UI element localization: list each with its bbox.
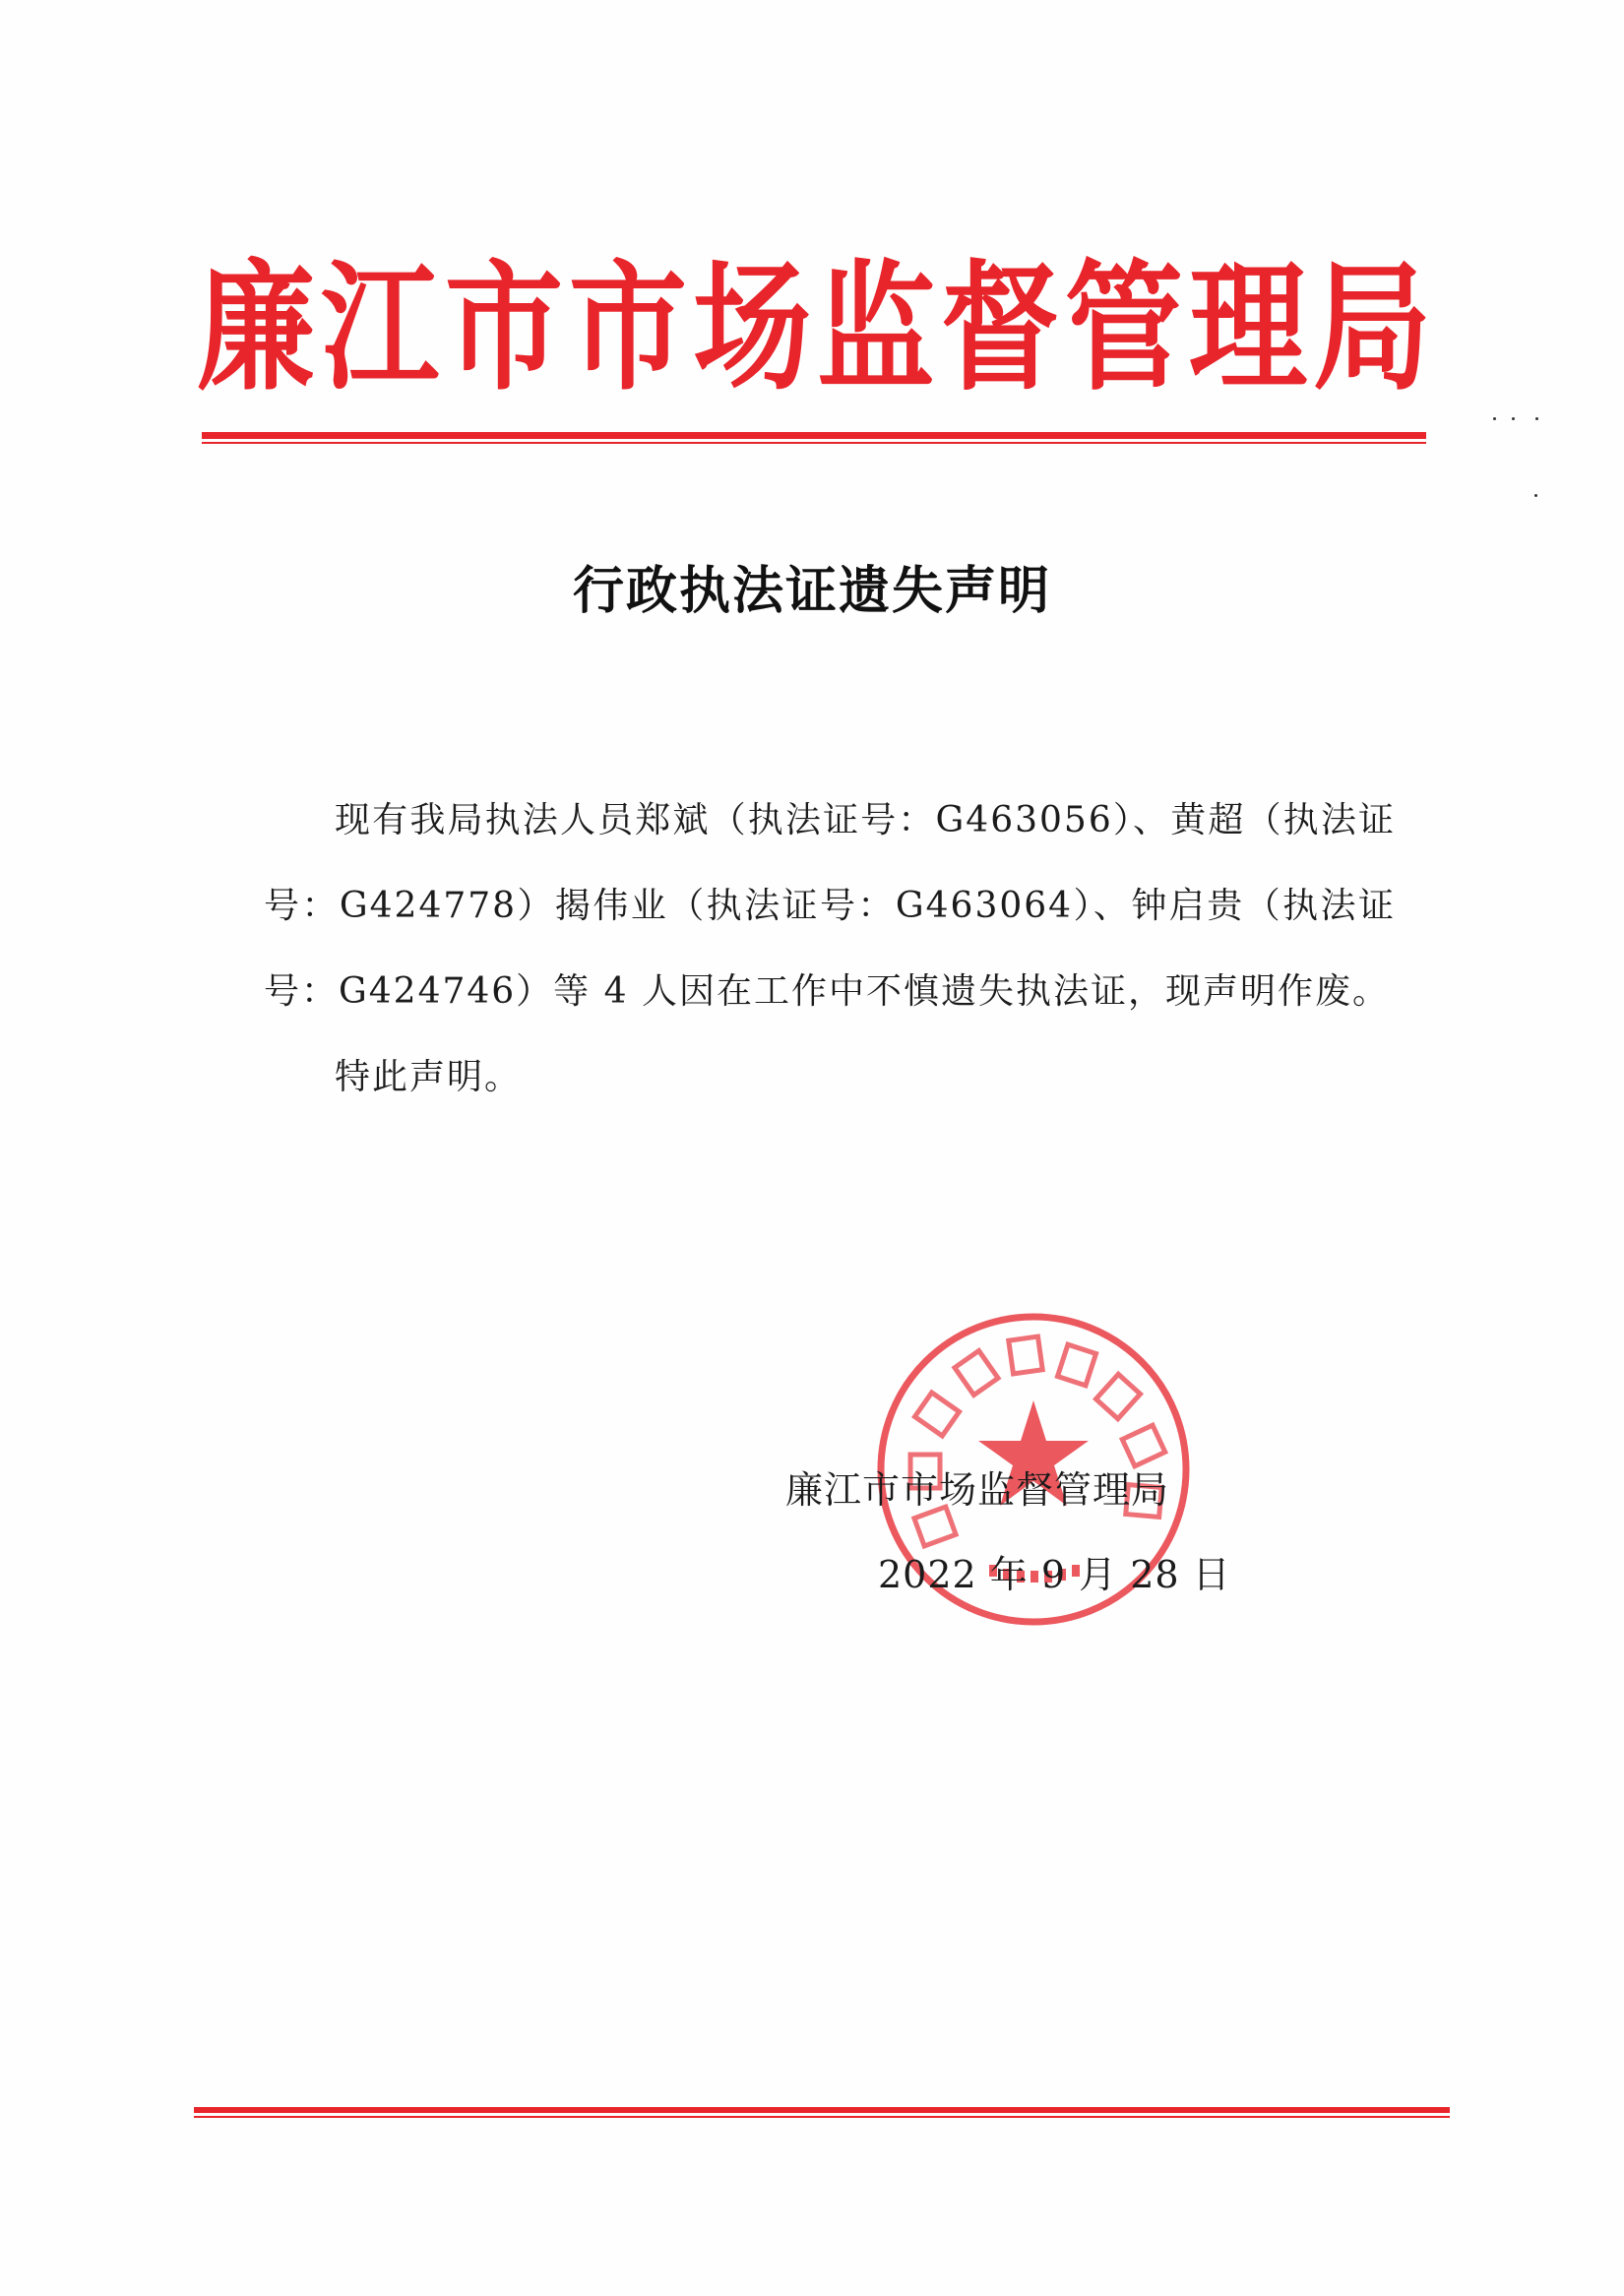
scan-speck: [1534, 494, 1537, 497]
scan-speck: [1493, 417, 1496, 420]
letterhead-char: 管: [1065, 248, 1183, 410]
document-title: 行政执法证遗失声明: [572, 560, 1051, 621]
closing-statement: 特此声明。: [335, 1057, 523, 1097]
letterhead-rule-thick: [202, 432, 1426, 439]
footer-rule-thin: [194, 2116, 1450, 2118]
letterhead-char: 市: [569, 248, 687, 410]
letterhead-char: 局: [1313, 248, 1431, 410]
letterhead-char: 理: [1189, 248, 1307, 410]
letterhead-char: 江: [321, 248, 439, 410]
letterhead-char: 市: [445, 248, 563, 410]
letterhead-char: 督: [941, 248, 1059, 410]
letterhead-char: 廉: [197, 248, 315, 410]
letterhead: [197, 246, 1431, 413]
signing-date: 2022 年 9 月 28 日: [878, 1553, 1231, 1596]
footer-rule-thick: [194, 2107, 1450, 2113]
letterhead-char: 场: [693, 248, 811, 410]
scan-speck: [1535, 417, 1538, 420]
letterhead-rule-thin: [202, 442, 1426, 444]
document-body: [264, 777, 1396, 1120]
signing-organization: 廉江市市场监督管理局: [785, 1468, 1170, 1512]
scan-speck: [1512, 417, 1515, 420]
body-paragraph: 现有我局执法人员郑斌（执法证号：G463056）、黄超（执法证号：G424778）揭伟业（执法证号：G463064）、钟启贵（执法证号：G424746）等 4 人因在工作中不慎遗失执法证，现声明作废。: [264, 800, 1396, 1012]
letterhead-char: 监: [817, 248, 935, 410]
